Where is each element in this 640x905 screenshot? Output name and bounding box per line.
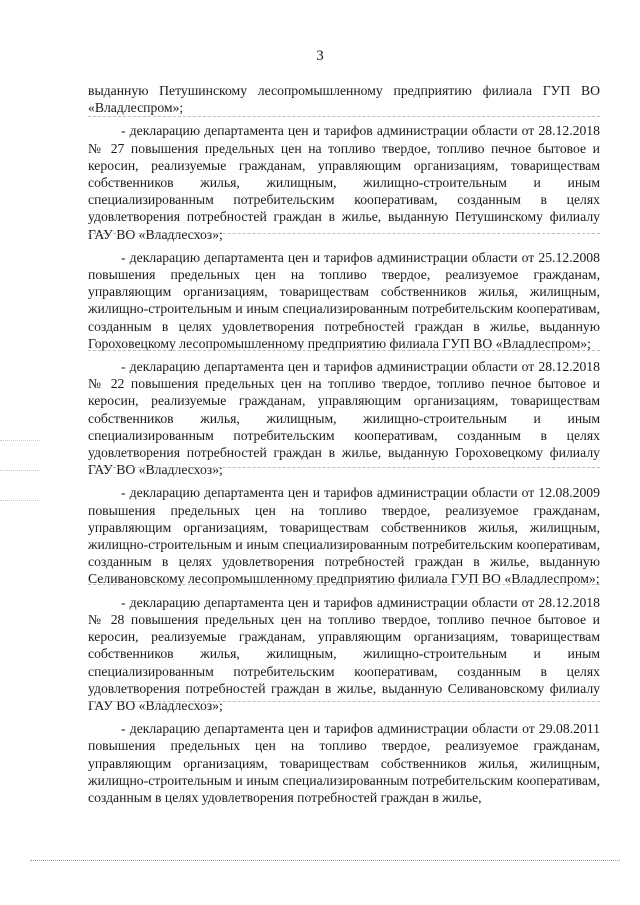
document-body [88,82,600,812]
paragraph-continuation: выданную Петушинскому лесопромышленному предприятию филиала ГУП ВО «Владлеспром»; [88,83,600,116]
scan-separator [88,116,600,117]
paragraph-declaration-selivanovo-28: - декларацию департамента цен и тарифов администрации области от 28.12.2018 № 28 повышения предельных цен на топливо твердое, топливо печное бытовое и керосин, реализуемые гражданам, управляющим организациям, товариществам собственников жилья, жилищным, жилищно-строительным и иным специализированным потребительским кооперативам, созданным в целях удовлетворения потребностей граждан в жилье, выданную Селивановскому филиалу ГАУ ВО «Владлесхоз»; [88,594,600,713]
scan-artifact [0,470,40,471]
scan-separator [88,584,600,585]
scan-separator [88,701,600,702]
paragraph-declaration-selivanovo-2009: - декларацию департамента цен и тарифов администрации области от 12.08.2009 повышения предельных цен на топливо твердое, реализуемое гражданам, управляющим организациям, товариществам собственников жилья, жилищным, жилищно-строительным и иным специализированным потребительским кооперативам, созданным в целях удовлетворения потребностей граждан в жилье, выданную Селивановскому лесопромышленному предприятию филиала ГУП ВО «Владлеспром»; [88,485,600,587]
scan-separator [88,350,600,351]
scan-separator [88,467,600,468]
scan-artifact [0,500,40,501]
paragraph-declaration-gorokhovets-22: - декларацию департамента цен и тарифов администрации области от 28.12.2018 № 22 повышения предельных цен на топливо твердое, топливо печное бытовое и керосин, реализуемые гражданам, управляющим организациям, товариществам собственников жилья, жилищным, жилищно-строительным и иным специализированным потребительским кооперативам, созданным в целях удовлетворения потребностей граждан в жилье, выданную Гороховецкому филиалу ГАУ ВО «Владлесхоз»; [88,359,600,478]
paragraph-declaration-gorokhovets-2008: - декларацию департамента цен и тарифов администрации области от 25.12.2008 повышения предельных цен на топливо твердое, реализуемое гражданам, управляющим организациям, товариществам собственников жилья, жилищным, жилищно-строительным и иным специализированным потребительским кооперативам, созданным в целях удовлетворения потребностей граждан в жилье, выданную Гороховецкому лесопромышленному предприятию филиала ГУП ВО «Владлеспром»; [88,249,600,351]
scan-separator [88,233,600,234]
page-number: 3 [316,48,324,64]
footer-rule [30,860,620,861]
paragraph-declaration-2011: - декларацию департамента цен и тарифов администрации области от 29.08.2011 повышения предельных цен на топливо твердое, реализуемое гражданам, управляющим организациям, товариществам собственников жилья, жилищным, жилищно-строительным и иным специализированным потребительским кооперативам, созданным в целях удовлетворения потребностей граждан в жилье, [88,721,600,805]
paragraph-declaration-petushki-27: - декларацию департамента цен и тарифов администрации области от 28.12.2018 № 27 повышения предельных цен на топливо твердое, топливо печное бытовое и керосин, реализуемые гражданам, управляющим организациям, товариществам собственников жилья, жилищным, жилищно-строительным и иным специализированным потребительским кооперативам, созданным в целях удовлетворения потребностей граждан в жилье, выданную Петушинскому филиалу ГАУ ВО «Владлесхоз»; [88,123,600,242]
scan-artifact [0,440,40,441]
